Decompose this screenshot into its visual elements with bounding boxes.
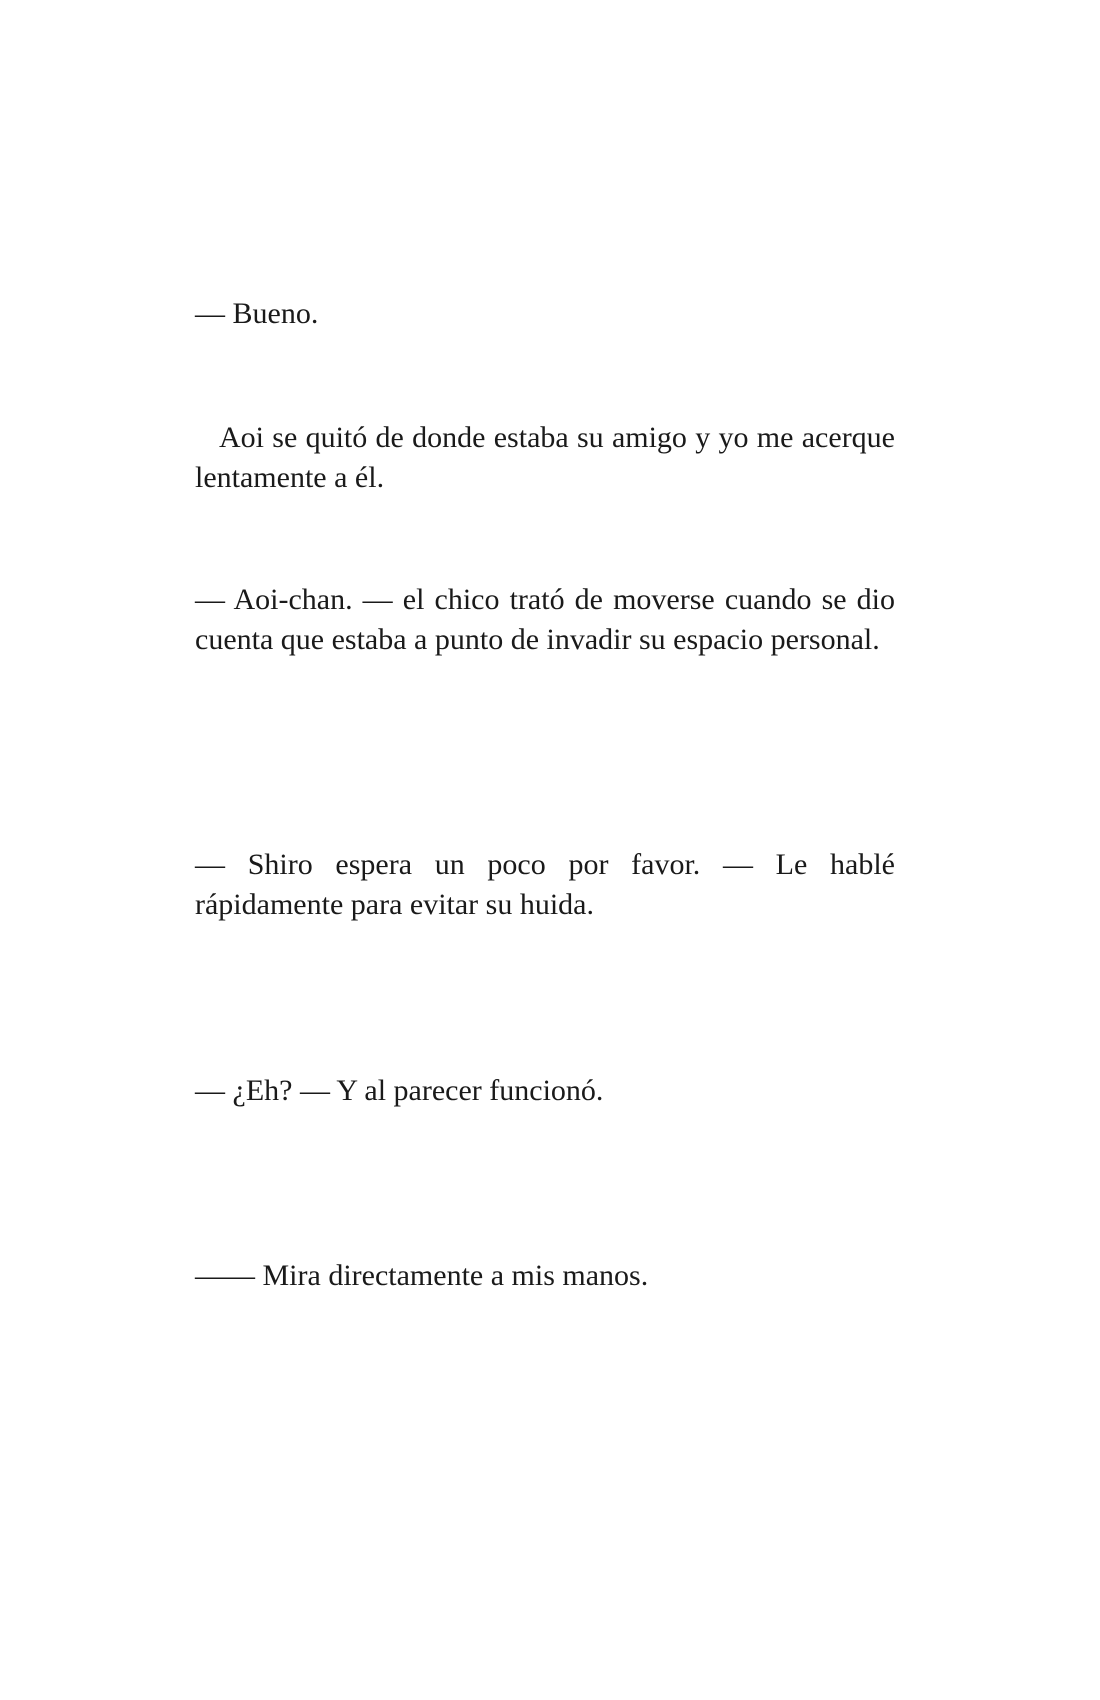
paragraph-3: — Aoi-chan. — el chico trató de moverse cuando se dio cuenta que estaba a punto de invadir su espacio personal. xyxy=(195,583,895,656)
paragraph-6: —— Mira directamente a mis manos. xyxy=(195,1259,649,1292)
paragraph-2: Aoi se quitó de donde estaba su amigo y yo me acerque lentamente a él. xyxy=(195,421,895,494)
paragraph-1: — Bueno. xyxy=(195,297,319,330)
paragraph-4: — Shiro espera un poco por favor. — Le hablé rápidamente para evitar su huida. xyxy=(195,848,895,921)
paragraph-5: — ¿Eh? — Y al parecer funcionó. xyxy=(195,1074,604,1107)
